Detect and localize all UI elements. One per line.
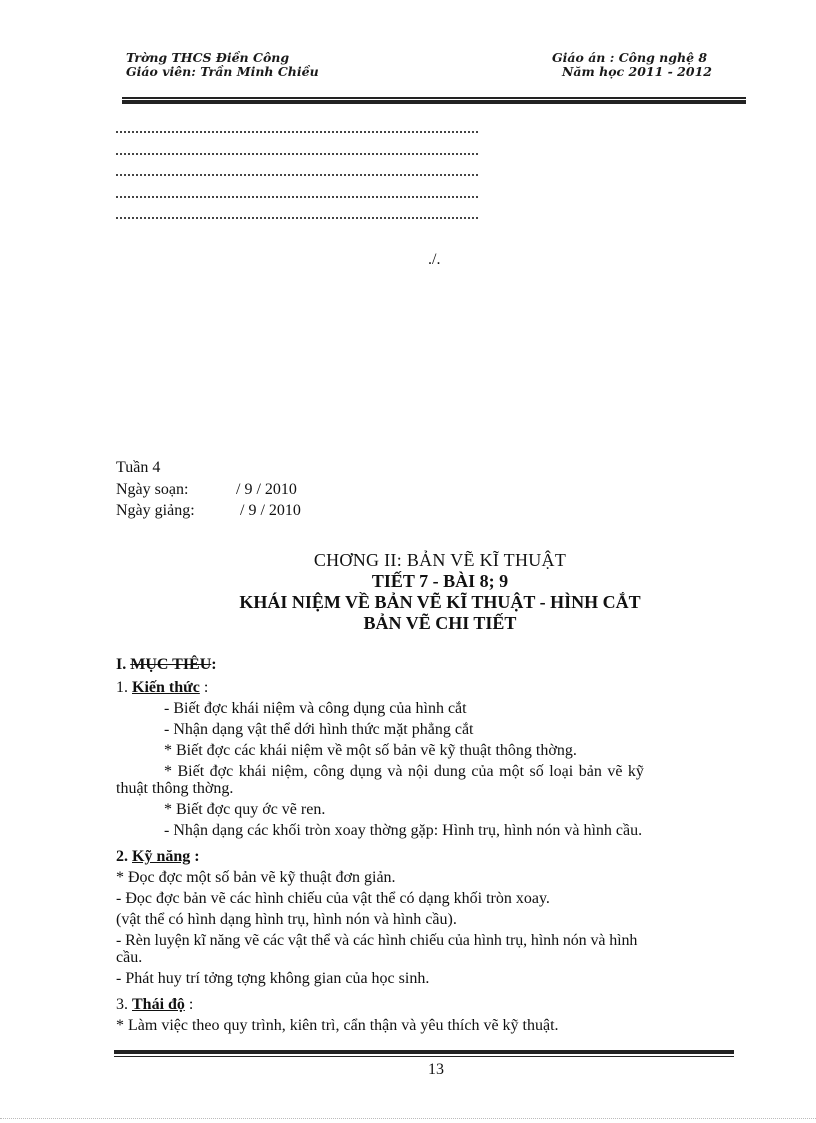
list-item: * Làm việc theo quy trình, kiên trì, cẩn thận và yêu thích vẽ kỹ thuật. bbox=[116, 1017, 559, 1034]
list-item-continuation: cầu. bbox=[116, 949, 143, 966]
section-number: I. bbox=[116, 656, 127, 673]
end-mark: ./. bbox=[428, 251, 441, 268]
knowledge-heading bbox=[116, 678, 208, 698]
prep-date-value: / 9 / 2010 bbox=[236, 481, 297, 498]
skills-heading bbox=[116, 847, 200, 867]
attitude-number: 3. bbox=[116, 996, 128, 1013]
header-school-year: Năm học 2011 - 2012 bbox=[562, 64, 712, 79]
dotted-line bbox=[116, 196, 478, 198]
list-item: * Biết đợc quy ớc vẽ ren. bbox=[164, 801, 326, 818]
lesson-title: TIẾT 7 - BÀI 8; 9 bbox=[371, 571, 509, 591]
skills-number: 2. bbox=[116, 848, 128, 865]
header-rule-thick bbox=[122, 100, 746, 104]
list-item: (vật thể có hình dạng hình trụ, hình nón và hình cầu). bbox=[116, 911, 457, 928]
list-item: - Đọc đợc bản vẽ các hình chiếu của vật thể có dạng khối tròn xoay. bbox=[116, 890, 550, 907]
teach-date-label: Ngày giảng: bbox=[116, 502, 195, 519]
attitude-title: Thái độ bbox=[132, 996, 185, 1013]
topic-title-2: BẢN VẼ CHI TIẾT bbox=[363, 613, 517, 633]
footer-rule-thin bbox=[114, 1056, 734, 1057]
knowledge-number: 1. bbox=[116, 679, 128, 696]
knowledge-colon: : bbox=[199, 679, 209, 696]
list-item: * Biết đợc các khái niệm về một số bản vẽ kỹ thuật thông thờng. bbox=[164, 742, 577, 759]
topic-title-1: KHÁI NIỆM VỀ BẢN VẼ KĨ THUẬT - HÌNH CẮT bbox=[239, 592, 641, 612]
list-item-continuation: thuật thông thờng. bbox=[116, 780, 234, 797]
knowledge-title: Kiến thức bbox=[132, 679, 200, 696]
list-item: - Phát huy trí tởng tợng không gian của học sinh. bbox=[116, 970, 430, 987]
skills-colon: : bbox=[190, 848, 200, 865]
header-teacher: Giáo viên: Trần Minh Chiều bbox=[126, 64, 319, 79]
page-edge-dotted-line bbox=[0, 1118, 816, 1119]
list-item: - Rèn luyện kĩ năng vẽ các vật thể và các hình chiếu của hình trụ, hình nón và hình bbox=[116, 932, 638, 949]
header-subject: Giáo án : Công nghệ 8 bbox=[552, 50, 708, 65]
section-title: MỤC TIÊU bbox=[130, 656, 212, 673]
list-item: * Biết đợc khái niệm, công dụng và nội dung của một số loại bản vẽ kỹ bbox=[164, 763, 644, 780]
page-number: 13 bbox=[428, 1061, 444, 1078]
list-item: - Nhận dạng vật thể dới hình thức mặt phẳng cắt bbox=[164, 721, 474, 738]
list-item: - Biết đợc khái niệm và công dụng của hình cắt bbox=[164, 700, 467, 717]
skills-title: Kỹ năng bbox=[132, 848, 191, 865]
footer-rule-thick bbox=[114, 1050, 734, 1054]
header-rule-thin bbox=[122, 97, 746, 99]
dotted-line bbox=[116, 131, 478, 133]
dotted-line bbox=[116, 217, 478, 219]
list-item: - Nhận dạng các khối tròn xoay thờng gặp: Hình trụ, hình nón và hình cầu. bbox=[164, 822, 643, 839]
dotted-line bbox=[116, 153, 478, 155]
week-label: Tuần 4 bbox=[116, 459, 161, 476]
chapter-title: CHƠNG II: BẢN VẼ KĨ THUẬT bbox=[313, 550, 567, 570]
header-school: Trờng THCS Điền Công bbox=[126, 50, 290, 65]
prep-date-label: Ngày soạn: bbox=[116, 481, 189, 498]
list-item: * Đọc đợc một số bản vẽ kỹ thuật đơn giản. bbox=[116, 869, 396, 886]
teach-date-value: / 9 / 2010 bbox=[240, 502, 301, 519]
section-colon: : bbox=[211, 656, 217, 673]
attitude-heading bbox=[116, 995, 193, 1015]
section-objectives bbox=[116, 655, 217, 675]
dotted-line bbox=[116, 174, 478, 176]
attitude-colon: : bbox=[184, 996, 194, 1013]
